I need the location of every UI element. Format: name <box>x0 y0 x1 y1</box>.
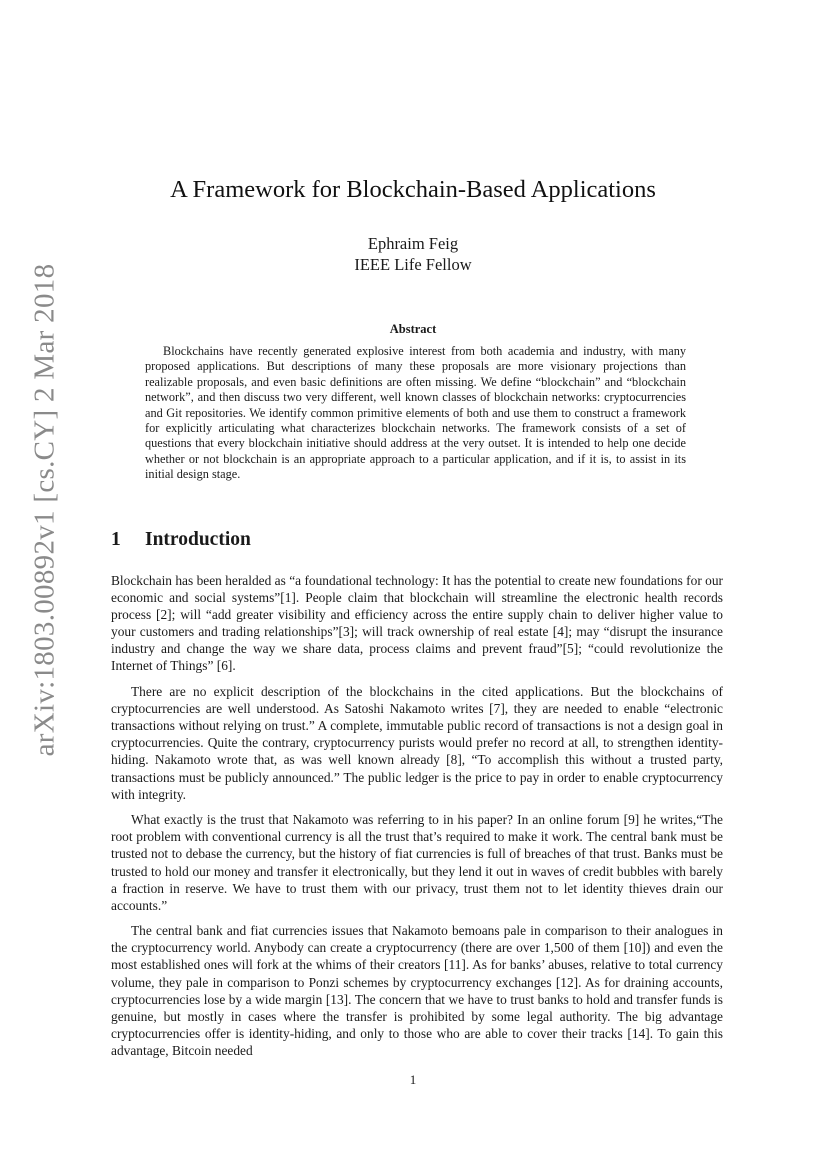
paragraph: The central bank and fiat currencies issues that Nakamoto bemoans pale in comparison to their analogues in the cryptocurrency world. Anybody can create a cryptocurrency (there are over 1,500 of them [10]) and even the most established ones will fork at the whims of their creators [11]. As for banks’ abuses, relative to total currency volume, they pale in comparison to Ponzi schemes by cryptocurrency exchanges [12]. As for draining accounts, cryptocurrencies lose by a wide margin [13]. The concern that we have to trust banks to hold and transfer funds is genuine, but mostly in cases where the transfer is prohibited by some legal authority. The big advantage cryptocurrencies offer is identity-hiding, and only to those who are able to cover their tracks [14]. To gain this advantage, Bitcoin needed <box>111 923 723 1058</box>
author-affiliation: IEEE Life Fellow <box>354 255 472 274</box>
paper-title: A Framework for Blockchain-Based Applications <box>170 176 656 203</box>
section-heading <box>111 529 251 551</box>
section-title: Introduction <box>145 529 251 550</box>
author-name: Ephraim Feig <box>367 234 459 253</box>
paragraph: Blockchain has been heralded as “a foundational technology: It has the potential to create new foundations for our economic and social systems”[1]. People claim that blockchain will streamline the electronic health records process [2]; will “add greater visibility and efficiency across the entire supply chain to deliver higher value to your customers and trading relationships”[3]; will track ownership of real estate [4]; may “disrupt the insurance industry and change the way we share data, process claims and prevent fraud”[5]; “could revolutionize the Internet of Things” [6]. <box>111 573 723 674</box>
paragraph: There are no explicit description of the blockchains in the cited applications. But the blockchains of cryptocurrencies are well understood. As Satoshi Nakamoto writes [7], they are needed to enable “electronic transactions without relying on trust.” A complete, immutable public record of transactions is not a design goal in cryptocurrencies. Quite the contrary, cryptocurrency purists would prefer no record at all, to strengthen identity-hiding. Nakamoto wrote that, as was well known already [8], “To accomplish this without a trusted party, transactions must be publicly announced.” The public ledger is the price to pay in order to enable cryptocurrency with integrity. <box>111 684 723 802</box>
arxiv-identifier-stamp: arXiv:1803.00892v1 [cs.CY] 2 Mar 2018 <box>28 263 61 757</box>
paragraph: What exactly is the trust that Nakamoto was referring to in his paper? In an online forum [9] he writes,“The root problem with conventional currency is all the trust that’s required to make it work. The central bank must be trusted not to debase the currency, but the history of fiat currencies is full of breaches of that trust. Banks must be trusted to hold our money and transfer it electronically, but they lend it out in waves of credit bubbles with barely a fraction in reserve. We have to trust them with our privacy, trust them not to let identity thieves drain our accounts.” <box>111 812 723 913</box>
section-number: 1 <box>111 529 121 550</box>
page-number: 1 <box>409 1072 417 1087</box>
body-text <box>111 572 723 1068</box>
abstract-heading: Abstract <box>389 322 437 336</box>
author-block <box>0 233 826 275</box>
abstract-text: Blockchains have recently generated explosive interest from both academia and industry, with many proposed applications. But descriptions of many these proposals are more visionary projections than realizable proposals, and even basic definitions are often missing. We define “blockchain” and “blockchain network”, and then discuss two very different, well known classes of blockchain networks: cryptocurrencies and Git repositories. We identify common primitive elements of both and use them to construct a framework for explicitly articulating what characterizes blockchain networks. The framework consists of a set of questions that every blockchain initiative should address at the very outset. It is intended to help one decide whether or not blockchain is an appropriate approach to a particular application, and if it is, to assist in its initial design stage. <box>145 344 686 482</box>
